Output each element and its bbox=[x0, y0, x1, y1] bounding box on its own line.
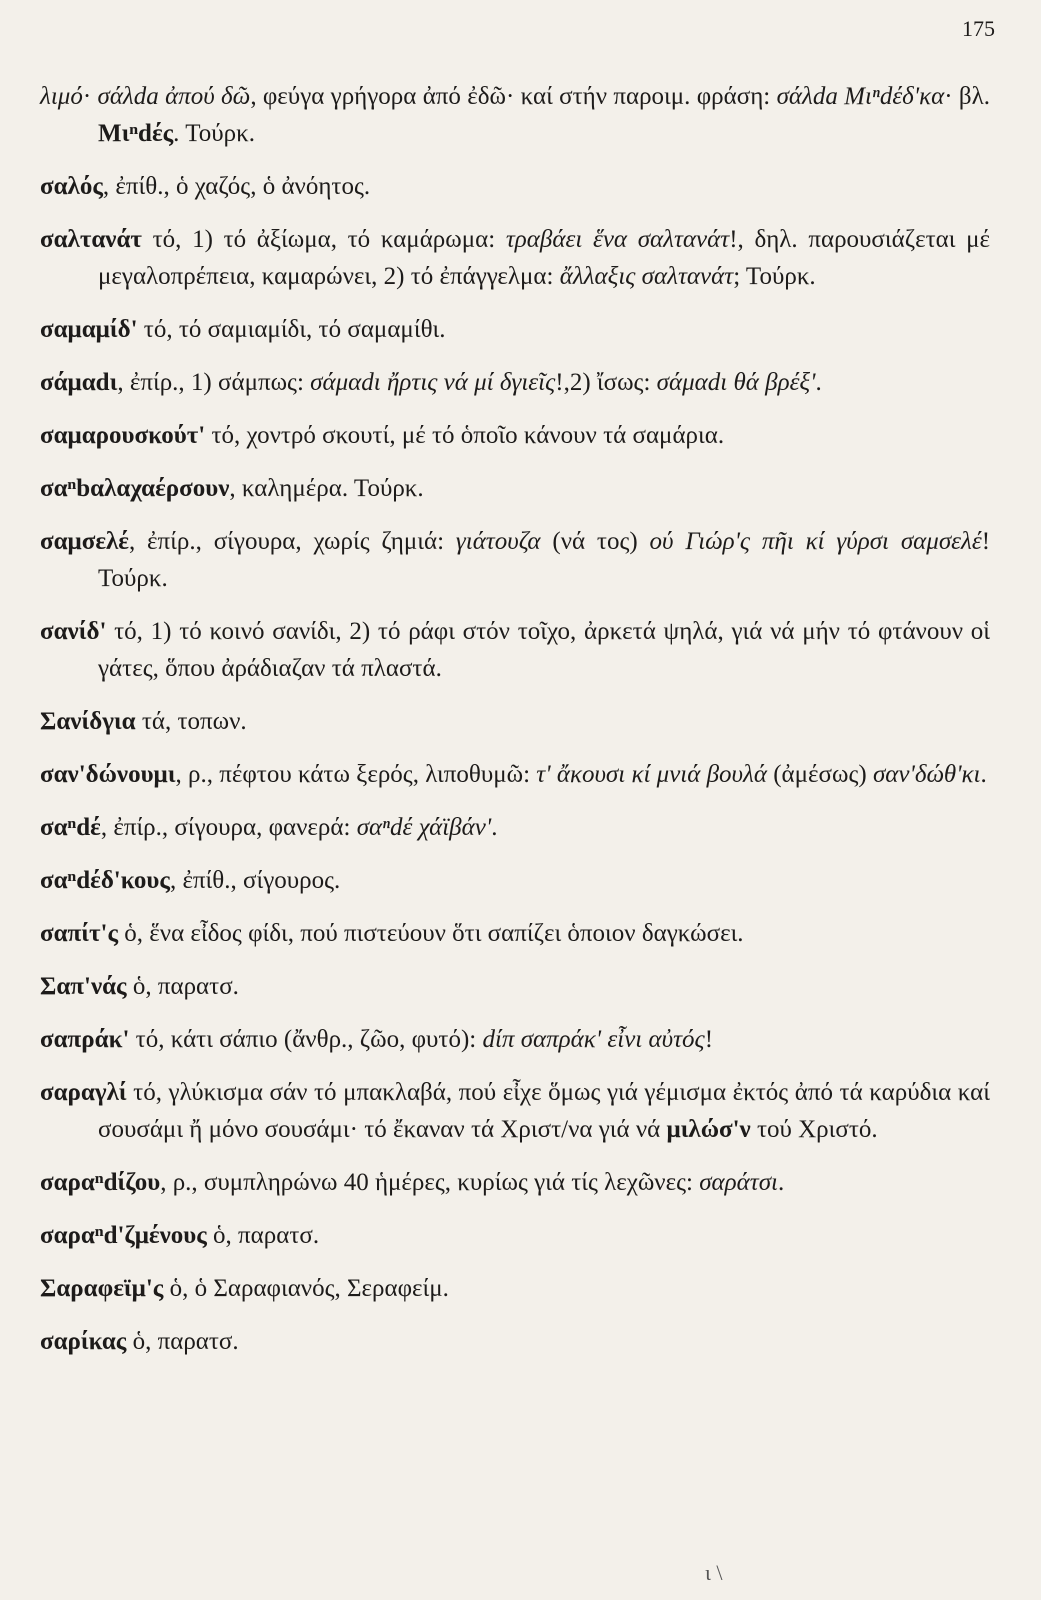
entry-example: σάμαdι ἤρτις νά μί δγιεῖς bbox=[310, 369, 556, 396]
entry-definition: · bbox=[82, 83, 98, 110]
entry-headword: σαραγλί bbox=[40, 1079, 127, 1106]
entry-definition: ὁ, παρατσ. bbox=[126, 1328, 239, 1355]
dictionary-entries bbox=[40, 78, 990, 1376]
entry-definition: τό, 1) τό ἀξίωμα, τό καμάρωμα: bbox=[141, 226, 506, 253]
dictionary-entry bbox=[40, 364, 990, 401]
entry-example: σαⁿdέ χάϊβάν' bbox=[356, 814, 492, 841]
entry-headword: σαν'δώνουμι bbox=[40, 761, 176, 788]
entry-definition: , ἐπίθ., σίγουρος. bbox=[169, 867, 341, 894]
entry-headword: σαρίκας bbox=[40, 1328, 127, 1355]
entry-headword: σαμσελέ bbox=[40, 528, 129, 555]
entry-crossref: μιλώσ'ν bbox=[666, 1116, 751, 1143]
entry-definition: ὁ, παρατσ. bbox=[126, 973, 239, 1000]
dictionary-entry bbox=[40, 168, 990, 205]
dictionary-entry bbox=[40, 703, 990, 740]
entry-example: σαν'δώθ'κι bbox=[872, 761, 981, 788]
page-number: 175 bbox=[962, 16, 995, 41]
entry-headword: σαμαμίδ' bbox=[40, 316, 138, 343]
entry-example: τραβάει ἕνα σαλτανάτ bbox=[505, 226, 730, 253]
entry-example: λιμό bbox=[40, 83, 83, 110]
entry-headword: Σαπ'νάς bbox=[40, 973, 127, 1000]
entry-definition: , καλημέρα. Τούρκ. bbox=[229, 475, 424, 502]
dictionary-entry bbox=[40, 470, 990, 507]
dictionary-entry bbox=[40, 78, 990, 152]
dictionary-entry bbox=[40, 1164, 990, 1201]
entry-definition: . bbox=[980, 761, 987, 788]
entry-definition: τό, 1) τό κοινό σανίδι, 2) τό ράφι στόν τοῖχο, ἀρκετά ψηλά, γιά νά μήν τό φτάνουν οἱ γάτες, ὅπου ἀράδιαζαν τά πλαστά. bbox=[98, 618, 990, 682]
entry-example: σάλda Μιⁿdέδ'κα bbox=[776, 83, 945, 110]
entry-definition: . bbox=[491, 814, 498, 841]
dictionary-entry bbox=[40, 613, 990, 687]
dictionary-entry bbox=[40, 1217, 990, 1254]
entry-definition: (νά τος) bbox=[540, 528, 650, 555]
entry-headword: σαπράκ' bbox=[40, 1026, 130, 1053]
entry-definition: τά, τοπων. bbox=[135, 708, 247, 735]
entry-example: σάλda ἀπού δῶ bbox=[97, 83, 251, 110]
dictionary-entry bbox=[40, 311, 990, 348]
entry-headword: σαλός bbox=[40, 173, 103, 200]
entry-definition: ; Τούρκ. bbox=[733, 263, 816, 290]
entry-headword: σαⁿdέδ'κους bbox=[40, 867, 170, 894]
entry-example: dίπ σαπράκ' εἶνι αὐτός bbox=[482, 1026, 705, 1053]
entry-headword: Σαραφεϊμ'ς bbox=[40, 1275, 164, 1302]
entry-definition: ! Τούρκ. bbox=[98, 528, 991, 592]
dictionary-entry bbox=[40, 1270, 990, 1307]
entry-headword: σανίδ' bbox=[40, 618, 107, 645]
entry-headword: σαπίτ'ς bbox=[40, 920, 119, 947]
entry-headword: σαⁿdέ bbox=[40, 814, 101, 841]
margin-mark: ι \ bbox=[705, 1560, 723, 1585]
entry-definition: τό, τό σαμιαμίδι, τό σαμαμίθι. bbox=[137, 316, 446, 343]
entry-example: σάμαdι θά βρέξ' bbox=[656, 369, 816, 396]
entry-definition: , ἐπίθ., ὁ χαζός, ὁ ἀνόητος. bbox=[102, 173, 371, 200]
entry-definition: , φεύγα γρήγορα ἀπό ἐδῶ· καί στήν παροιμ. φράση: bbox=[250, 83, 777, 110]
entry-definition: !,2) ἴσως: bbox=[555, 369, 657, 396]
entry-definition: , ρ., πέφτου κάτω ξερός, λιποθυμῶ: bbox=[175, 761, 537, 788]
entry-example: γιάτουζα bbox=[455, 528, 541, 555]
entry-definition: . Τούρκ. bbox=[173, 120, 255, 147]
entry-headword: Σανίδγια bbox=[40, 708, 136, 735]
entry-definition: !, δηλ. παρουσιάζεται μέ μεγαλοπρέπεια, καμαρώνει, 2) τό ἐπάγγελμα: bbox=[98, 226, 991, 290]
entry-definition: · βλ. bbox=[944, 83, 991, 110]
entry-definition: . bbox=[815, 369, 822, 396]
entry-headword: σαραⁿdίζου bbox=[40, 1169, 161, 1196]
entry-definition: τού Χριστό. bbox=[750, 1116, 878, 1143]
entry-definition: , ἐπίρ., 1) σάμπως: bbox=[117, 369, 311, 396]
entry-definition: (ἀμέσως) bbox=[766, 761, 873, 788]
dictionary-entry bbox=[40, 1323, 990, 1360]
entry-definition: ὁ, παρατσ. bbox=[206, 1222, 320, 1249]
entry-definition: , ρ., συμπληρώνω 40 ἡμέρες, κυρίως γιά τίς λεχῶνες: bbox=[160, 1169, 700, 1196]
entry-headword: σαλτανάτ bbox=[40, 226, 142, 253]
entry-definition: . bbox=[778, 1169, 785, 1196]
entry-definition: τό, χοντρό σκουτί, μέ τό ὁποῖο κάνουν τά σαμάρια. bbox=[205, 422, 725, 449]
entry-definition: ὁ, ὁ Σαραφιανός, Σεραφείμ. bbox=[163, 1275, 449, 1302]
entry-example: ού Γιώρ'ς πῆι κί γύρσι σαμσελέ bbox=[649, 528, 982, 555]
dictionary-entry bbox=[40, 221, 990, 295]
entry-headword: σαμαρουσκούτ' bbox=[40, 422, 206, 449]
dictionary-entry bbox=[40, 1021, 990, 1058]
dictionary-entry bbox=[40, 417, 990, 454]
entry-definition: ὁ, ἕνα εἶδος φίδι, πού πιστεύουν ὅτι σαπίζει ὁποιον δαγκώσει. bbox=[118, 920, 744, 947]
entry-headword: σαραⁿd'ζμένους bbox=[40, 1222, 207, 1249]
dictionary-entry bbox=[40, 809, 990, 846]
entry-definition: τό, κάτι σάπιο (ἄνθρ., ζῶο, φυτό): bbox=[129, 1026, 483, 1053]
entry-example: σαράτσι bbox=[699, 1169, 778, 1196]
dictionary-entry bbox=[40, 756, 990, 793]
dictionary-entry bbox=[40, 915, 990, 952]
entry-headword: σαⁿbαλαχαέρσουν bbox=[40, 475, 230, 502]
entry-definition: ! bbox=[704, 1026, 714, 1053]
entry-example: τ' ἄκουσι κί μνιά βουλά bbox=[536, 761, 767, 788]
entry-example: ἄλλαξις σαλτανάτ bbox=[559, 263, 734, 290]
entry-definition: , ἐπίρ., σίγουρα, χωρίς ζημιά: bbox=[128, 528, 456, 555]
dictionary-entry bbox=[40, 523, 990, 597]
entry-definition: τό, γλύκισμα σάν τό μπακλαβά, πού εἶχε ὅμως γιά γέμισμα ἐκτός ἀπό τά καρύδια καί σουσάμι ἤ μόνο σουσάμι· τό ἔκαναν τά Χριστ/να γιά νά bbox=[98, 1079, 990, 1143]
dictionary-entry bbox=[40, 862, 990, 899]
entry-headword: σάμαdι bbox=[40, 369, 118, 396]
entry-crossref: Μιⁿdές bbox=[98, 120, 174, 147]
entry-definition: , ἐπίρ., σίγουρα, φανερά: bbox=[100, 814, 357, 841]
dictionary-entry bbox=[40, 1074, 990, 1148]
dictionary-entry bbox=[40, 968, 990, 1005]
